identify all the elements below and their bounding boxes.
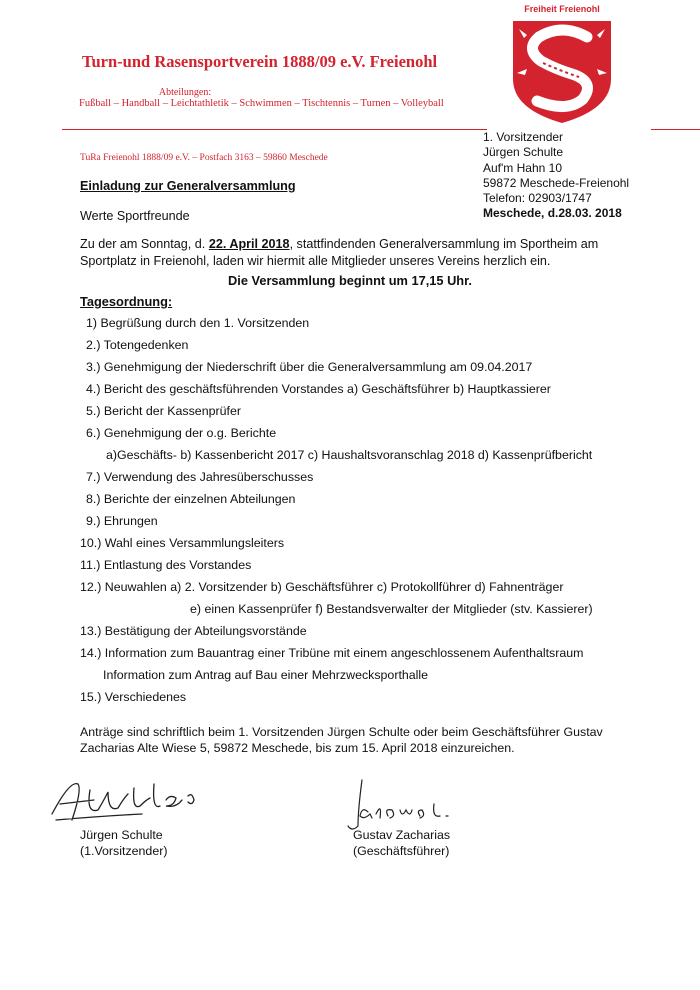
intro-text-before: Zu der am Sonntag, d.	[80, 237, 209, 251]
signatory-right-role: (Geschäftsführer)	[353, 844, 450, 858]
contact-street: Auf'm Hahn 10	[483, 160, 563, 175]
departments-label: Abteilungen:	[158, 87, 212, 98]
intro-paragraph	[80, 236, 650, 269]
signatory-right	[353, 827, 450, 859]
agenda-item: 7.) Verwendung des Jahresüberschusses	[86, 470, 314, 484]
agenda-item: 2.) Totengedenken	[86, 338, 189, 352]
contact-block	[483, 130, 629, 222]
departments-list: Fußball – Handball – Leichtathletik – Schwimmen – Tischtennis – Turnen – Volleyball	[79, 98, 444, 109]
agenda-item: 8.) Berichte der einzelnen Abteilungen	[86, 492, 296, 506]
agenda-item: 1) Begrüßung durch den 1. Vorsitzenden	[86, 316, 310, 330]
contact-phone: Telefon: 02903/1747	[483, 191, 592, 206]
meeting-date: 22. April 2018	[208, 237, 290, 251]
letterhead-divider	[62, 129, 487, 130]
agenda-subitem: a)Geschäfts- b) Kassenbericht 2017 c) Haushaltsvoranschlag 2018 d) Kassenprüfbericht	[106, 448, 593, 462]
signatory-left-name: Jürgen Schulte	[80, 828, 163, 842]
signature-left-image	[42, 770, 222, 830]
agenda-item: 12.) Neuwahlen a) 2. Vorsitzender b) Geschäftsführer c) Protokollführer d) Fahnenträger	[80, 580, 564, 594]
contact-role: 1. Vorsitzender	[483, 130, 564, 144]
closing-paragraph: Anträge sind schriftlich beim 1. Vorsitzenden Jürgen Schulte oder beim Geschäftsführer Gustav Zacharias Alte Wiese 5, 59872 Meschede, bis zum 15. April 2018 einzureichen.	[80, 725, 603, 755]
intro-text-after: , stattfindenden Generalversammlung im Sportheim am Sportplatz in Freienohl, laden wir hiermit alle Mitglieder unseres Vereins herzlich ein.	[80, 237, 599, 268]
sender-return-address: TuRa Freienohl 1888/09 e.V. – Postfach 3163 – 59860 Meschede	[80, 153, 328, 163]
agenda-item: 9.) Ehrungen	[86, 514, 158, 528]
agenda-item: 13.) Bestätigung der Abteilungsvorstände	[80, 624, 307, 638]
signature-right-image	[340, 774, 480, 834]
club-crest-logo	[509, 17, 615, 125]
agenda-item: 15.) Verschiedenes	[80, 690, 187, 704]
letterhead-divider-right	[651, 129, 700, 130]
agenda-item: 5.) Bericht der Kassenprüfer	[86, 404, 241, 418]
signatory-left	[80, 827, 167, 859]
start-time: Die Versammlung beginnt um 17,15 Uhr.	[228, 273, 472, 288]
club-name: Turn-und Rasensportverein 1888/09 e.V. Freienohl	[82, 52, 438, 71]
letter-title: Einladung zur Generalversammlung	[80, 179, 296, 193]
agenda-subitem: Information zum Antrag auf Bau einer Mehrzwecksporthalle	[103, 668, 429, 682]
signatory-right-name: Gustav Zacharias	[353, 828, 451, 842]
greeting: Werte Sportfreunde	[80, 209, 190, 223]
logo-caption: Freiheit Freienohl	[524, 4, 600, 14]
contact-city: 59872 Meschede-Freienohl	[483, 175, 630, 190]
agenda-subitem: e) einen Kassenprüfer f) Bestandsverwalter der Mitglieder (stv. Kassierer)	[190, 602, 593, 616]
agenda-item: 6.) Genehmigung der o.g. Berichte	[86, 426, 277, 440]
agenda-item: 11.) Entlastung des Vorstandes	[80, 558, 252, 572]
contact-name: Jürgen Schulte	[483, 145, 564, 160]
agenda-item: 10.) Wahl eines Versammlungsleiters	[80, 536, 285, 550]
place-date: Meschede, d.28.03. 2018	[483, 206, 622, 221]
agenda-item: 14.) Information zum Bauantrag einer Tribüne mit einem angeschlossenem Aufenthaltsraum	[80, 646, 584, 660]
agenda-item: 4.) Bericht des geschäftsführenden Vorstandes a) Geschäftsführer b) Hauptkassierer	[86, 382, 551, 396]
signatory-left-role: (1.Vorsitzender)	[80, 844, 168, 858]
agenda-item: 3.) Genehmigung der Niederschrift über die Generalversammlung am 09.04.2017	[86, 360, 533, 374]
agenda-heading: Tagesordnung:	[80, 294, 173, 309]
